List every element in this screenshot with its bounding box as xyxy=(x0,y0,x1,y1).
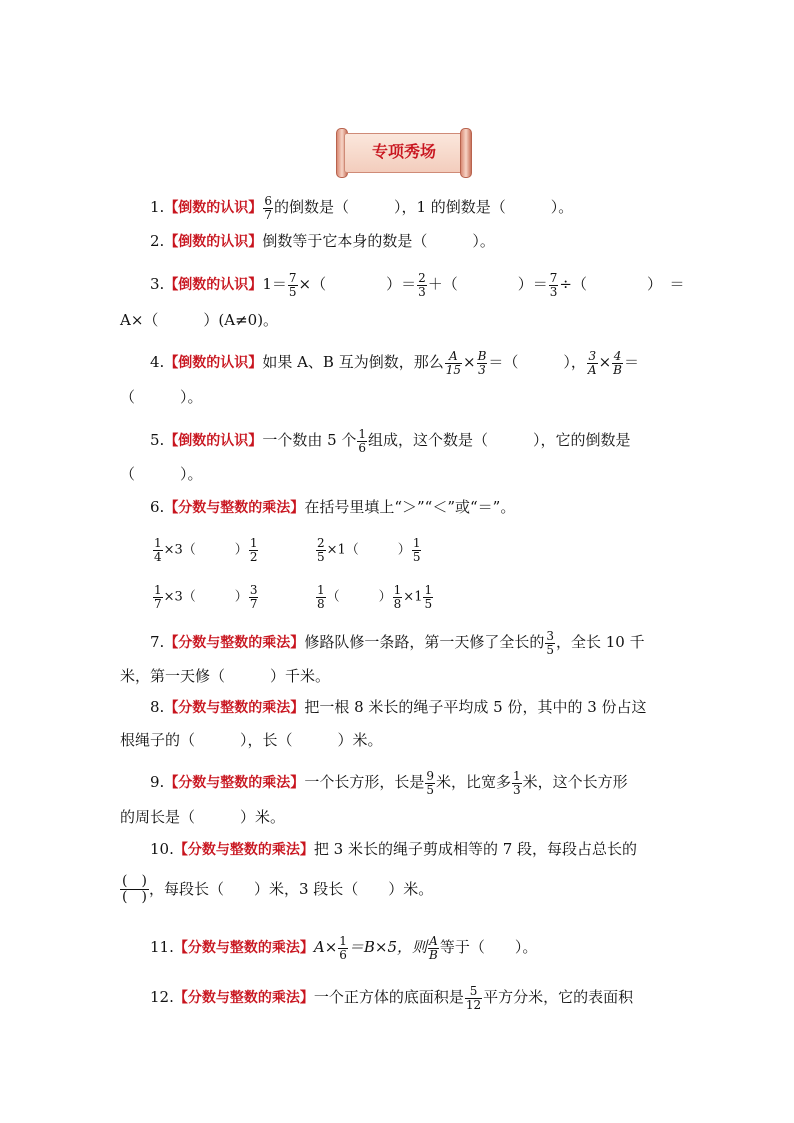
question-number: 1. xyxy=(150,198,165,217)
question-number: 12. xyxy=(150,988,174,1007)
question-number: 7. xyxy=(150,633,165,652)
question-number: 9. xyxy=(150,773,165,792)
question-tag: 【分数与整数的乘法】 xyxy=(173,990,314,1007)
question-number: 11. xyxy=(150,938,174,957)
question-tag: 【分数与整数的乘法】 xyxy=(164,700,305,716)
blank-fraction: $\frac{( )}{( )}$ xyxy=(122,873,147,906)
compare-item-4: $\frac{1}{8}$ （ ） $\frac{1}{8}$ ×1 $\frac{1}{5}$ xyxy=(317,583,433,611)
question-number: 5. xyxy=(150,431,165,450)
fraction: $\frac{1}{6}$ xyxy=(339,934,347,962)
question-number: 8. xyxy=(150,698,165,716)
question-tag: 【分数与整数的乘法】 xyxy=(164,775,305,792)
question-text: 在括号里填上“＞”“＜”或“＝”。 xyxy=(304,498,516,516)
question-3: 3.【倒数的认识】1＝ $\frac{7}{5}$ ×（ ）＝ $\frac{2}{3}$ ＋（ ）＝ $\frac{7}{3}$ ÷（ ） ＝ xyxy=(150,271,685,299)
fraction: $\frac{7}{5}$ xyxy=(288,271,297,299)
question-10: 10.【分数与整数的乘法】把 3 米长的绳子剪成相等的 7 段，每段占总长的 xyxy=(150,840,638,858)
question-tag: 【分数与整数的乘法】 xyxy=(173,940,314,957)
question-4-line-2: （ ）。 xyxy=(120,388,203,406)
question-tag: 【倒数的认识】 xyxy=(164,433,263,450)
question-tag: 【分数与整数的乘法】 xyxy=(173,842,314,858)
question-text: 倒数等于它本身的数是（ ）。 xyxy=(262,232,495,250)
question-tag: 【倒数的认识】 xyxy=(164,355,263,372)
question-7: 7.【分数与整数的乘法】修路队修一条路，第一天修了全长的 $\frac{3}{5}$ ，全长 10 千 xyxy=(150,629,645,657)
question-10-line-2: $\frac{( )}{( )}$ ，每段长（ ）米，3 段长（ ）米。 xyxy=(122,873,434,906)
fraction: $\frac{5}{12}$ xyxy=(465,984,482,1012)
question-number: 6. xyxy=(150,498,165,516)
question-12: 12.【分数与整数的乘法】一个正方体的底面积是 $\frac{5}{12}$ 平方分米，它的表面积 xyxy=(150,984,634,1012)
fraction: $\frac{3}{A}$ xyxy=(587,349,597,377)
fraction: $\frac{6}{7}$ xyxy=(264,194,272,222)
question-9-line-2: 的周长是（ ）米。 xyxy=(120,808,286,826)
question-6 xyxy=(150,500,515,515)
fraction: $\frac{1}{3}$ xyxy=(512,769,521,797)
question-4: 4.【倒数的认识】如果 A、B 互为倒数，那么 $\frac{A}{15}$ × $\frac{B}{3}$ ＝（ ）， $\frac{3}{A}$ × $\frac{4}{B}$ ＝ xyxy=(150,349,640,377)
question-7-line-2: 米，第一天修（ ）千米。 xyxy=(120,667,331,685)
section-banner xyxy=(336,127,472,177)
question-number: 10. xyxy=(150,840,174,858)
question-tag: 【分数与整数的乘法】 xyxy=(164,635,305,652)
question-3-line-2: A×（ ）(A≠0)。 xyxy=(120,311,279,329)
fraction: $\frac{1}{6}$ xyxy=(358,427,367,455)
question-8-line-2: 根绳子的（ ），长（ ）米。 xyxy=(120,731,383,749)
question-tag: 【倒数的认识】 xyxy=(164,234,263,250)
question-11: 11.【分数与整数的乘法】A× $\frac{1}{6}$ ＝B×5，则 $\frac{A}{B}$ 等于（ ）。 xyxy=(150,934,538,962)
question-2 xyxy=(150,234,495,249)
question-tag: 【倒数的认识】 xyxy=(164,277,263,294)
question-number: 3. xyxy=(150,275,165,294)
question-5: 5.【倒数的认识】一个数由 5 个 $\frac{1}{6}$ 组成，这个数是（ ），它的倒数是 xyxy=(150,427,631,455)
banner-title: 专项秀场 xyxy=(371,142,436,161)
question-8: 8.【分数与整数的乘法】把一根 8 米长的绳子平均成 5 份，其中的 3 份占这 xyxy=(150,698,647,716)
question-1 xyxy=(150,195,573,221)
fraction: $\frac{B}{3}$ xyxy=(477,349,487,377)
question-9: 9.【分数与整数的乘法】一个长方形，长是 $\frac{9}{5}$ 米，比宽多 $\frac{1}{3}$ 米，这个长方形 xyxy=(150,769,628,797)
question-number: 4. xyxy=(150,353,165,372)
question-tag: 【倒数的认识】 xyxy=(164,200,263,217)
question-number: 2. xyxy=(150,232,165,250)
question-5-line-2: （ ）。 xyxy=(120,465,203,483)
fraction: $\frac{7}{3}$ xyxy=(549,271,558,299)
question-text: 的倒数是（ ），1 的倒数是（ ）。 xyxy=(273,198,574,217)
fraction: $\frac{3}{5}$ xyxy=(546,629,554,657)
fraction: $\frac{4}{B}$ xyxy=(613,349,622,377)
fraction: $\frac{9}{5}$ xyxy=(426,769,434,797)
compare-item-2: $\frac{2}{5}$ ×1（ ） $\frac{1}{5}$ xyxy=(317,536,421,564)
question-tag: 【分数与整数的乘法】 xyxy=(164,500,305,516)
fraction: $\frac{2}{3}$ xyxy=(418,271,426,299)
fraction: $\frac{A}{B}$ xyxy=(429,934,438,962)
compare-item-3: $\frac{1}{7}$ ×3（ ） $\frac{3}{7}$ xyxy=(154,583,258,611)
fraction: $\frac{A}{15}$ xyxy=(445,349,461,377)
compare-item-1: $\frac{1}{4}$ ×3（ ） $\frac{1}{2}$ xyxy=(154,536,258,564)
